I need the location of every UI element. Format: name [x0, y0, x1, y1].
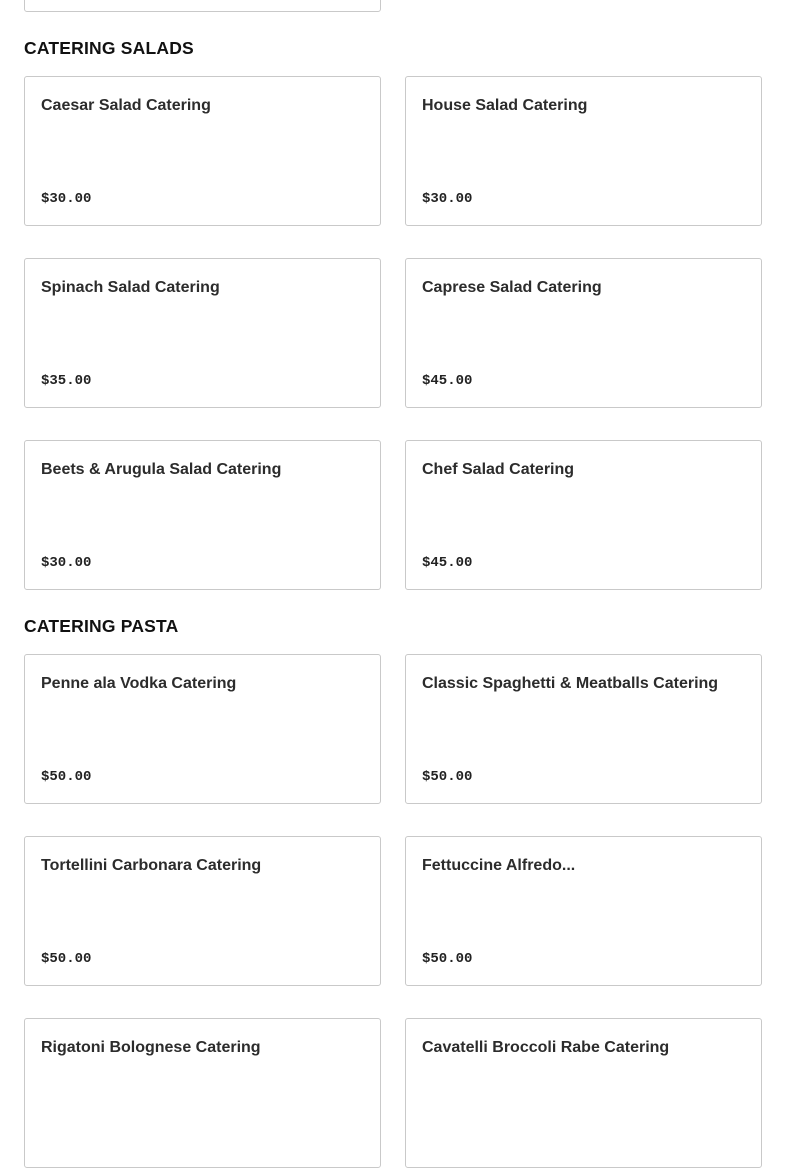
- menu-item-card[interactable]: [24, 76, 381, 226]
- menu-item-name: Rigatoni Bolognese Catering: [41, 1039, 261, 1056]
- menu-item-price: $50.00: [41, 951, 92, 967]
- section-title-pasta: CATERING PASTA: [24, 616, 179, 636]
- menu-item-price: $50.00: [422, 769, 473, 785]
- menu-item-card[interactable]: [405, 258, 762, 408]
- menu-item-name: Caesar Salad Catering: [41, 97, 211, 114]
- menu-item-card[interactable]: [405, 76, 762, 226]
- menu-item-name: Penne ala Vodka Catering: [41, 675, 237, 692]
- menu-item-name: Chef Salad Catering: [422, 461, 575, 478]
- menu-item-card[interactable]: [405, 654, 762, 804]
- section-title-salads: CATERING SALADS: [24, 38, 194, 58]
- menu-item-name: Caprese Salad Catering: [422, 279, 602, 296]
- menu-item-price: $50.00: [422, 951, 473, 967]
- menu-item-card[interactable]: [24, 1018, 381, 1168]
- menu-item-card[interactable]: [405, 836, 762, 986]
- menu-item-name: Cavatelli Broccoli Rabe Catering: [422, 1039, 670, 1056]
- menu-item-card[interactable]: [24, 654, 381, 804]
- menu-item-card[interactable]: [24, 836, 381, 986]
- menu-item-name: Tortellini Carbonara Catering: [41, 857, 262, 874]
- menu-item-price: $30.00: [41, 555, 92, 571]
- menu-item-card[interactable]: [24, 258, 381, 408]
- menu-item-price: $45.00: [422, 555, 473, 571]
- menu-item-card[interactable]: [405, 1018, 762, 1168]
- menu-item-name: Fettuccine Alfredo...: [422, 857, 576, 874]
- menu-item-name: Beets & Arugula Salad Catering: [41, 461, 282, 478]
- menu-item-price: $35.00: [41, 373, 92, 389]
- menu-item-name: House Salad Catering: [422, 97, 588, 114]
- menu-item-name: Classic Spaghetti & Meatballs Catering: [422, 675, 719, 692]
- menu-item-card[interactable]: [405, 440, 762, 590]
- menu-item-price: $50.00: [41, 769, 92, 785]
- menu-item-card[interactable]: [24, 0, 381, 12]
- menu-item-price: $45.00: [422, 373, 473, 389]
- menu-item-card[interactable]: [24, 440, 381, 590]
- menu-item-price: $30.00: [41, 191, 92, 207]
- menu-item-name: Spinach Salad Catering: [41, 279, 220, 296]
- menu-item-price: $30.00: [422, 191, 473, 207]
